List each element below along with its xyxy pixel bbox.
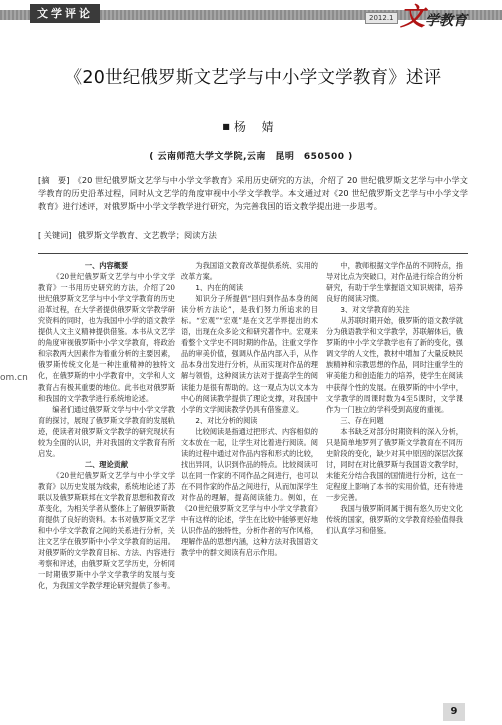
keywords-label: [ 关键词] (38, 230, 72, 240)
issue-label: 2012.1 (365, 12, 398, 24)
body-paragraph: 本书缺乏对部分时期资料的深入分析，只是简单地罗列了俄罗斯文学教育在不同历史阶段的变化，缺少对其中原因的深层次探讨，同时在对比俄罗斯与我国语文教学时，未能充分结合我国的国情进行分析，这在一定程度上影响了本书的实用价值，还有待进一步完善。 (326, 426, 463, 502)
body-column-1 (38, 260, 175, 591)
abstract-text: 《20 世纪俄罗斯文艺学与中小学文学教育》采用历史研究的方法，介绍了 20 世纪俄罗斯文艺学与中小学文学教育的历史沿革过程，同时从文艺学的角度审视中小学文学教学。本文通过对《20 世纪俄罗斯文艺学与中小学文学教育》进行述评，对俄罗斯中小学文学教学进行研究，为完善我国的语文教学提出进一步思考。 (38, 175, 468, 211)
journal-logo (400, 2, 474, 34)
body-paragraph: 编者们通过俄罗斯文学与中小学文学教育的探讨，展现了俄罗斯文学教育的发展轨迹，使读者对俄罗斯文学教学的研究现状有较为全面的认识，并对我国的文学教育有所启发。 (38, 404, 175, 458)
section-tag: 文学评论 (30, 4, 100, 23)
section-heading: 3、对文学教育的关注 (340, 305, 410, 315)
logo-big-char: 文 (400, 2, 426, 31)
body-paragraph: 中，教师根据文学作品的不同特点，指导对比点为突破口，对作品进行综合的分析研究，有助于学生掌握语文知识规律，培养良好的阅读习惯。 (326, 261, 463, 304)
section-heading: 二、理论贡献 (84, 459, 129, 469)
author-name: 杨 婧 (233, 120, 280, 134)
page-number: 9 (443, 703, 465, 721)
body-paragraph: 知识分子所提倡“回归到作品本身的阅读分析方法论”，是我们努力所追求的目标。“宏观”“宏观”是在文艺学界提出的术语，出现在众多论文和研究著作中。宏观来看整个文学史不同时期的作品，注重文学作品的审美价值，强调从作品内部入手，从作品本身出发进行分析，从而实现对作品的理解与领悟，这种阅读方法对于提高学生的阅读能力是很有帮助的。这一观点为以文本为中心的阅读教学提供了理论支撑，对我国中小学的文学阅读教学仍具有借鉴意义。 (181, 294, 318, 414)
body-column-2 (181, 260, 318, 558)
affiliation: ( 云南师范大学文学院,云南 昆明 650500 ) (149, 152, 353, 162)
body-paragraph: 《20世纪俄罗斯文艺学与中小学文学教育》以历史发展为线索，系统地论述了苏联以及俄罗斯联邦在文学教育思想和教育改革变化，为相关学者从整体上了解俄罗斯教育提供了良好的资料。本书对俄罗斯文艺学和中小学文学教育之间的关系进行分析，关注文艺学在俄罗斯中小学文学教育的运用。对俄罗斯的文学教育目标、方法、内容进行考察和评述，由俄罗斯文艺学历史，分析同一时期俄罗斯中小学文学教学的发展与变化，为我国文学教学理论研究提供了参考。 (38, 470, 175, 591)
body-paragraph: 比较阅读是指通过把形式、内容相似的文本放在一起，让学生对比着进行阅读。阅读的过程中通过对作品内容和形式的比较，找出异同，认识到作品的特点。比较阅读可以在同一作家的不同作品之间进行，也可以在不同作家的作品之间进行，从而加深学生对作品的理解，提高阅读能力。例如，在《20世纪俄罗斯文艺学与中小学文学教育》中有这样的论述，学生在比较中能够更好地认识作品的独特性，分析作者的写作风格，理解作品的思想内涵，这种方法对我国语文教学中的群文阅读有启示作用。 (181, 426, 318, 558)
article-title: 《20世纪俄罗斯文艺学与中小学文学教育》述评 (64, 68, 442, 88)
body-paragraph: 从苏联时期开始，俄罗斯的语文教学就分为俄语教学和文学教学，苏联解体后，俄罗斯的中小学文学教学也有了新的变化，强调文学的人文性，教材中增加了大量反映民族精神和宗教思想的作品，同时注重学生的审美能力和创造能力的培养，使学生在阅读中获得个性的发展。在俄罗斯的中小学中，文学教学的周课时数为4至5课时，文学课作为一门独立的学科受到高度的重视。 (326, 316, 463, 414)
keywords-text: 俄罗斯文学教育、文艺教学；阅读方法 (77, 230, 217, 240)
body-column-3 (326, 260, 463, 536)
section-heading: 一、内容概要 (84, 261, 129, 270)
divider (38, 253, 468, 254)
body-paragraph: 我国与俄罗斯同属于拥有悠久历史文化传统的国家，俄罗斯的文学教育经验值得我们认真学习和借鉴。 (326, 504, 463, 536)
abstract (38, 174, 468, 212)
author-line (0, 118, 502, 135)
body-paragraph: 《20世纪俄罗斯文艺学与中小学文学教育》一书用历史研究的方法，介绍了20世纪俄罗斯文艺学与中小学文学教育的历史沿革过程，在大学者提供俄罗斯文学教学研究资料的同时，也为我国中小学的语文教学提供人文主义精神提供借鉴。本书从文艺学的角度审视俄罗斯中小学文学教育，将政治和宗教两大因素作为着重分析的主要因素，俄罗斯传统文化是一种注重精神的独特文化，在俄罗斯的中小学教育中，文学和人文教育占有极其重要的地位。此书也对俄罗斯和我国的文学教学进行系统地论述。 (38, 272, 175, 403)
body-paragraph: 为我国语文教育改革提供系统、实用的改革方案。 (181, 261, 318, 282)
author-mark: ■ (222, 122, 230, 131)
logo-text: 学教育 (425, 13, 468, 29)
abstract-label: [摘 要] (38, 175, 70, 185)
section-heading: 三、存在问题 (340, 415, 384, 425)
page-header (0, 0, 502, 36)
section-heading: 1、内在的阅读 (195, 283, 244, 293)
keywords (38, 229, 468, 241)
section-heading: 2、对比分析的阅读 (195, 415, 258, 425)
side-watermark: om.cn (0, 373, 28, 383)
